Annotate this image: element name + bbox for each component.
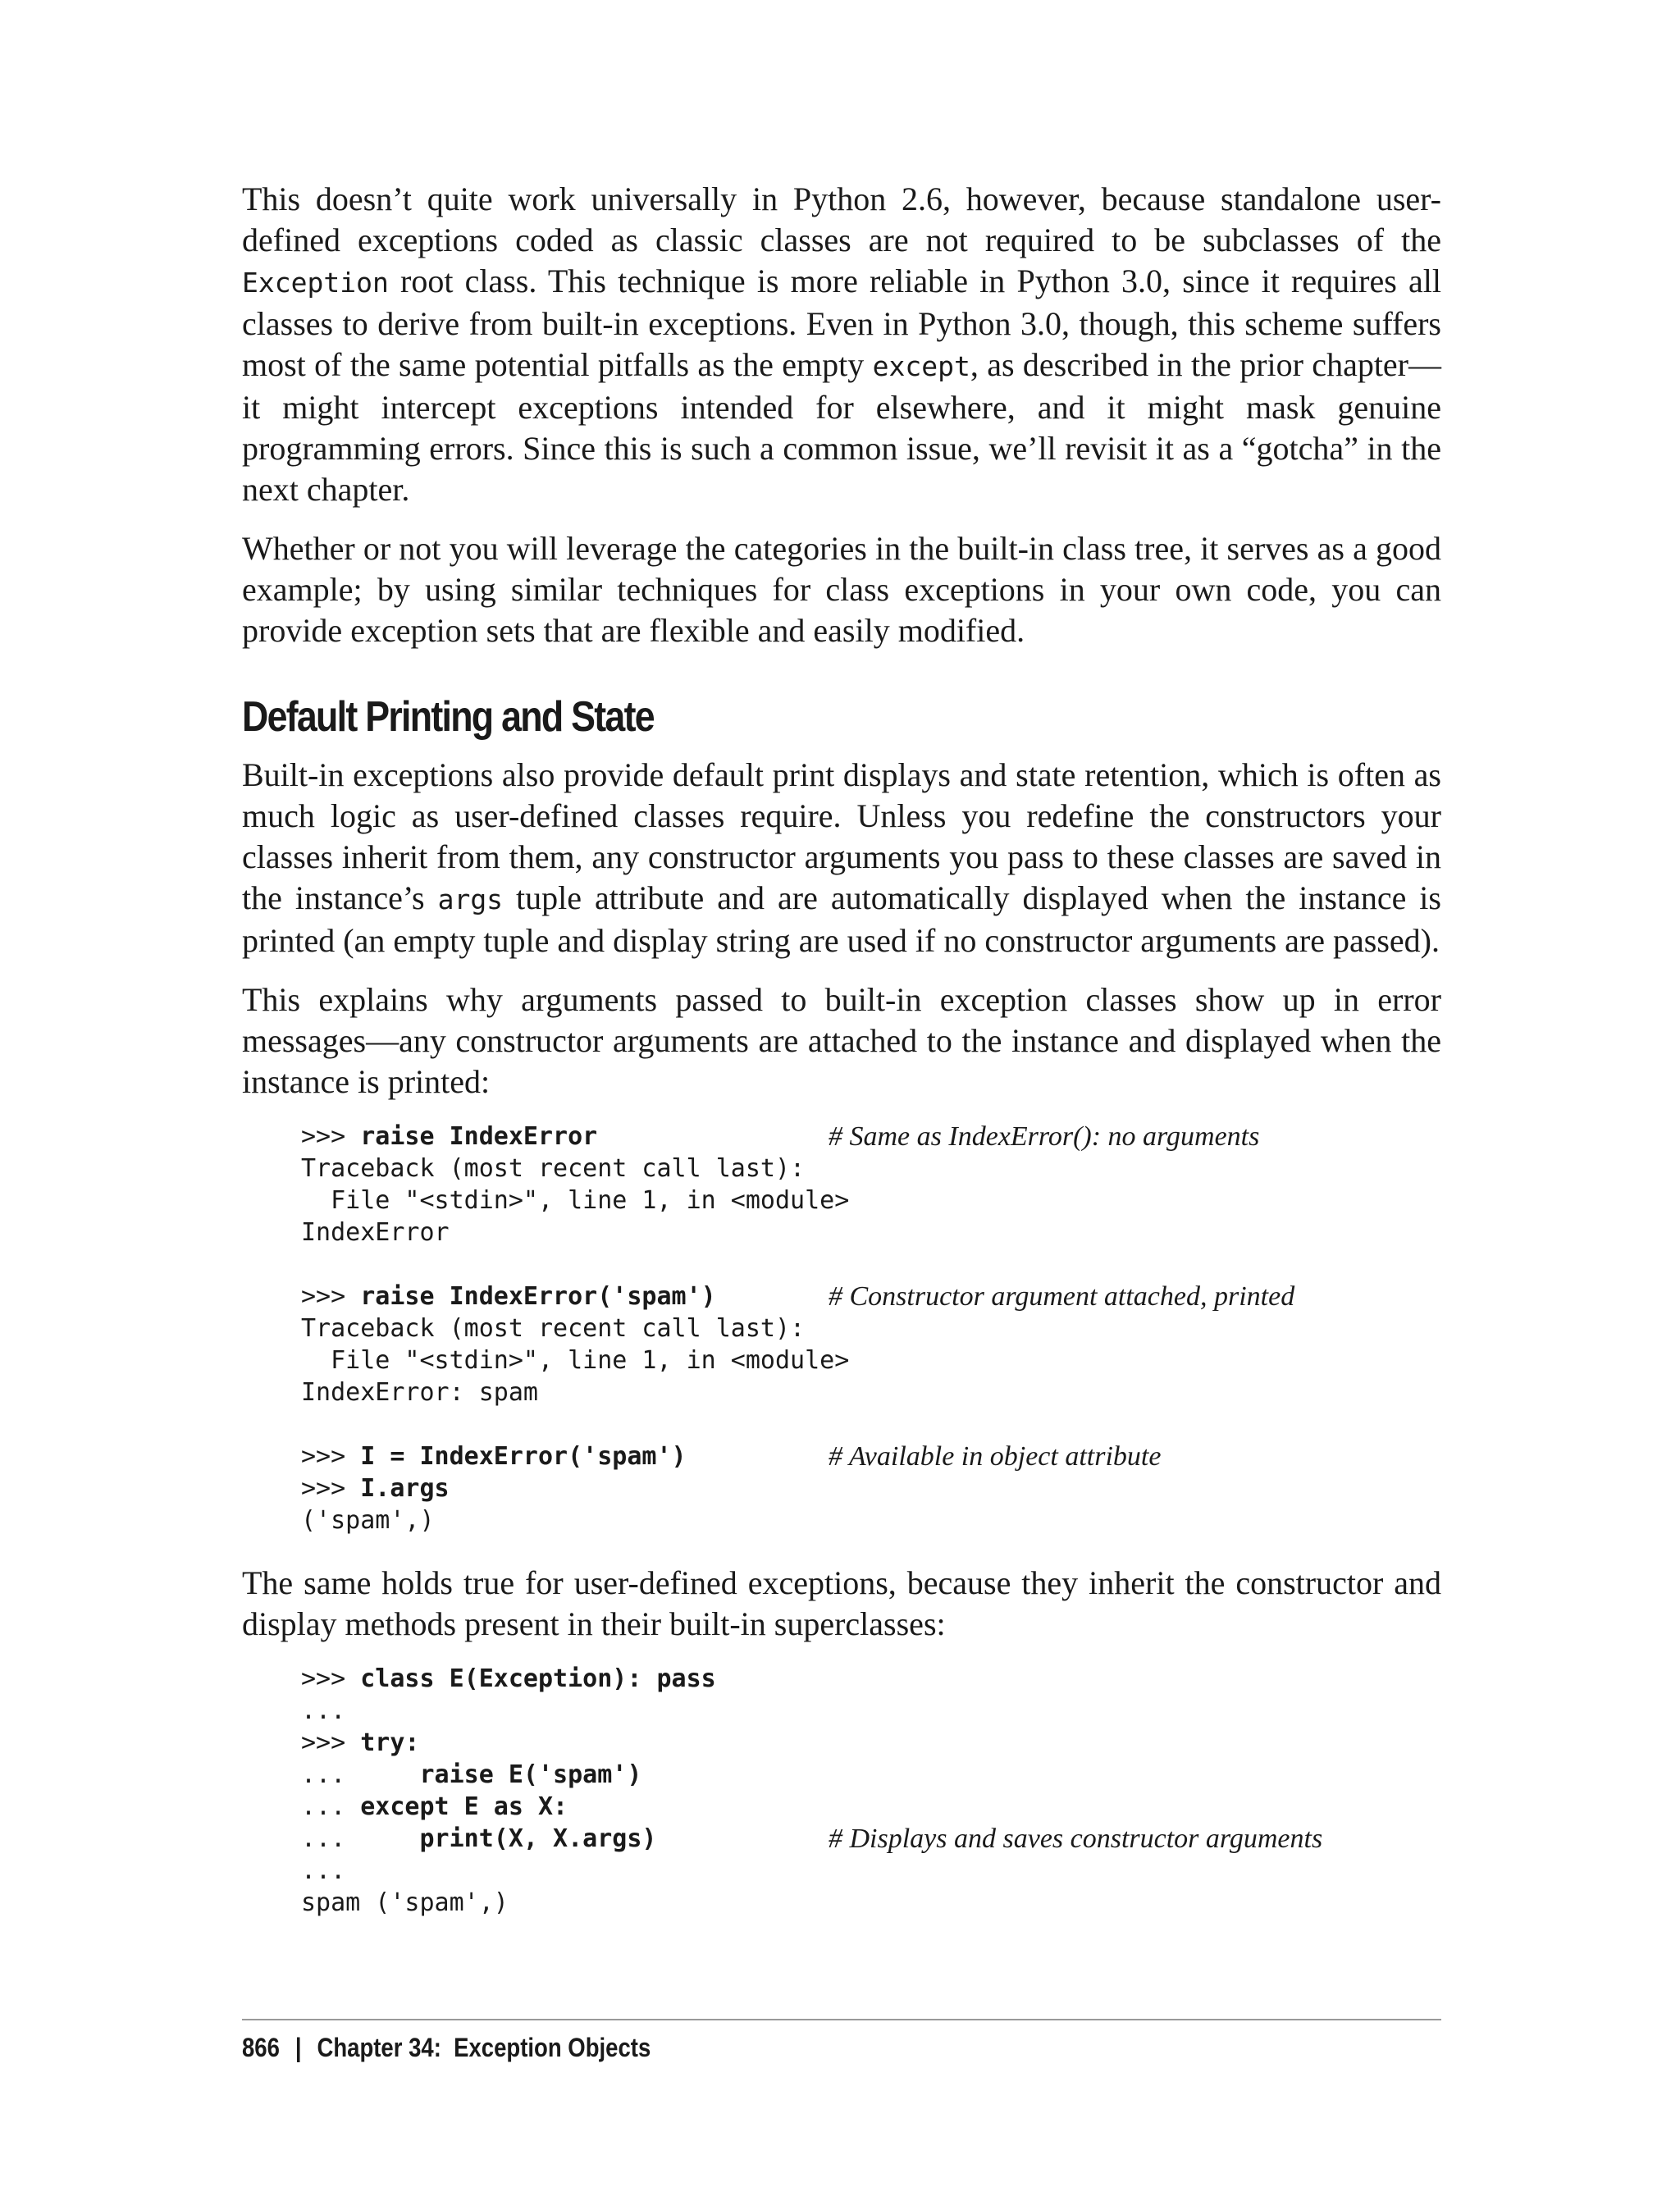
code-input: print(X, X.args) [419, 1824, 657, 1853]
paragraph-text: tuple attribute and are automatically displayed when the instance is printed (an empty tuple and display string are used if no constructor arguments are passed). [242, 879, 1441, 959]
code-prompt: ... [301, 1696, 346, 1725]
code-line [301, 1855, 1441, 1887]
code-output: spam ('spam',) [301, 1888, 509, 1917]
code-prompt: >>> [301, 1474, 361, 1503]
code-comment: # Displays and saves constructor arguments [829, 1824, 1323, 1854]
code-line [301, 1887, 1441, 1919]
paragraph-text: , as described in the prior chapter—it might intercept exceptions intended for elsewhere, and it might mask genuine programming errors. Since this is such a common issue, we’ll revisit it as a “gotcha” in the next chapter. [242, 346, 1442, 508]
code-output: IndexError [301, 1218, 450, 1247]
footer-divider [242, 2019, 1441, 2020]
code-input: raise IndexError('spam') [360, 1282, 716, 1311]
code-line [301, 1791, 1441, 1823]
code-output: ('spam',) [301, 1506, 435, 1535]
code-prompt: >>> [301, 1728, 361, 1757]
code-line [301, 1727, 1441, 1759]
paragraph-class-tree: Whether or not you will leverage the categories in the built-in class tree, it serves as a good example; by using similar techniques for class exceptions in your own code, you can provide exception sets that are flexible and easily modified. [242, 530, 1441, 649]
code-line [301, 1344, 1441, 1376]
code-line [301, 1663, 1441, 1695]
code-output: IndexError: spam [301, 1378, 538, 1407]
chapter-title: Chapter 34: Exception Objects [317, 2033, 651, 2062]
code-comment: # Available in object attribute [829, 1441, 1162, 1472]
footer-separator: | [294, 2033, 302, 2062]
code-comment: # Same as IndexError(): no arguments [829, 1121, 1260, 1152]
page-number: 866 [242, 2033, 280, 2062]
code-line [301, 1217, 1441, 1249]
inline-code-args: args [437, 883, 504, 915]
code-input: I = IndexError('spam') [360, 1442, 687, 1471]
code-input: raise E('spam') [419, 1760, 642, 1789]
paragraph-text: Built-in exceptions also provide default print displays and state retention, which is often as much logic as user-defined classes require. Unless you redefine the constructors your classes inherit from them, any constructor arguments you pass to these classes are saved in the instance’s [242, 756, 1441, 916]
code-line [301, 1185, 1441, 1217]
code-line [301, 1759, 1441, 1791]
code-example-builtin [301, 1121, 1441, 1536]
paragraph-error-messages: This explains why arguments passed to built-in exception classes show up in error messages—any constructor arguments are attached to the instance and displayed when the instance is printed: [242, 981, 1441, 1100]
code-line [301, 1281, 1441, 1312]
inline-code-except: except [872, 350, 970, 382]
code-prompt: ... [301, 1824, 420, 1853]
code-input: I.args [360, 1474, 450, 1503]
code-input: except E as X: [360, 1792, 568, 1821]
code-prompt: >>> [301, 1442, 361, 1471]
code-line [301, 1695, 1441, 1727]
paragraph-python26-caveat [242, 179, 1441, 510]
code-prompt: ... [301, 1856, 346, 1885]
page-footer [242, 2029, 651, 2066]
code-line [301, 1823, 1441, 1855]
page-content [242, 179, 1441, 1945]
code-line [301, 1504, 1441, 1536]
code-prompt: >>> [301, 1122, 361, 1151]
code-input: class E(Exception): pass [360, 1664, 716, 1693]
code-output: Traceback (most recent call last): [301, 1314, 806, 1343]
code-input: raise IndexError [360, 1122, 598, 1151]
code-comment: # Constructor argument attached, printed [829, 1281, 1295, 1312]
code-line [301, 1153, 1441, 1185]
code-prompt: >>> [301, 1282, 361, 1311]
code-output: Traceback (most recent call last): [301, 1154, 806, 1183]
code-output: File "<stdin>", line 1, in <module> [301, 1346, 850, 1375]
code-line [301, 1249, 1441, 1281]
code-prompt: ... [301, 1760, 420, 1789]
section-heading: Default Printing and State [242, 693, 654, 741]
code-line [301, 1472, 1441, 1504]
code-example-user-defined [301, 1663, 1441, 1919]
code-line [301, 1376, 1441, 1408]
paragraph-user-defined: The same holds true for user-defined exceptions, because they inherit the constructor and display methods present in their built-in superclasses: [242, 1564, 1441, 1642]
code-line [301, 1440, 1441, 1472]
code-output: File "<stdin>", line 1, in <module> [301, 1186, 850, 1215]
code-prompt: >>> [301, 1664, 361, 1693]
paragraph-default-printing [242, 755, 1441, 961]
code-prompt: ... [301, 1792, 361, 1821]
code-line [301, 1121, 1441, 1153]
code-line [301, 1312, 1441, 1344]
code-input: try: [360, 1728, 420, 1757]
code-line [301, 1408, 1441, 1440]
paragraph-text: This doesn’t quite work universally in Python 2.6, however, because standalone user-defined exceptions coded as classic classes are not required to be subclasses of the [242, 180, 1441, 258]
inline-code-exception: Exception [242, 267, 389, 299]
paragraph-text: root class. This technique is more reliable in Python 3.0, since it requires all classes to derive from built-in exceptions. Even in Python 3.0, though, this scheme suffers most of the same potential pitfalls as the empty [242, 262, 1441, 383]
